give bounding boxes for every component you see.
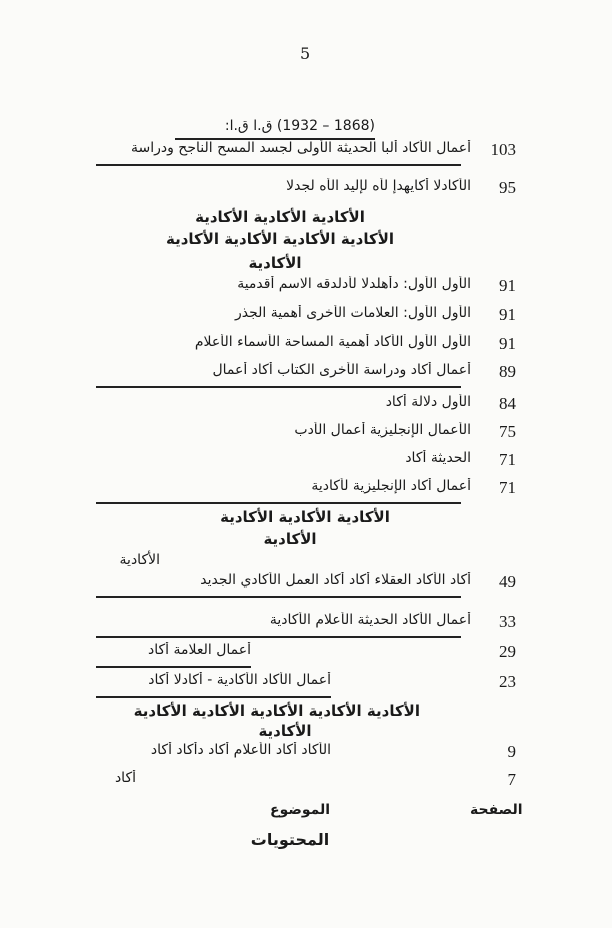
toc-entry xyxy=(96,140,516,166)
entry-rule xyxy=(96,696,331,698)
section-heading: الأكادية xyxy=(248,254,302,272)
entry-title: أعمال أكاد الإنجليزية لأكادية xyxy=(311,478,471,494)
toc-entry xyxy=(96,770,516,796)
page-ref: 71 xyxy=(499,450,516,469)
toc-entry xyxy=(96,672,516,698)
section-heading: الأكادية xyxy=(263,530,317,548)
date-note: (1868 – 1932) ق.ا ق.ا: xyxy=(224,118,375,134)
column-header-page: الصفحة xyxy=(470,802,523,818)
page-ref: 89 xyxy=(499,362,516,381)
toc-entry xyxy=(96,276,516,302)
toc-entry xyxy=(96,178,516,204)
toc-entry xyxy=(96,612,516,638)
page-ref: 103 xyxy=(490,140,516,159)
entry-title: الأعمال الإنجليزية أعمال الأدب xyxy=(294,422,471,438)
page-ref: 84 xyxy=(499,394,516,413)
toc-entry xyxy=(96,394,516,420)
page-ref: 23 xyxy=(499,672,516,691)
toc-entry xyxy=(96,450,516,476)
section-heading: الأكادية الأكادية الأكادية xyxy=(195,208,365,226)
page-ref: 95 xyxy=(499,178,516,197)
toc-entry xyxy=(96,478,516,504)
entry-title: أعمال الأكاد الحديثة الأعلام الأكادية xyxy=(269,612,471,628)
entry-rule xyxy=(96,502,461,504)
page-number: 5 xyxy=(300,44,311,63)
entry-title: أعمال العلامة أكاد xyxy=(148,642,251,658)
page-ref: 9 xyxy=(507,742,516,761)
section-heading: الأكادية الأكادية الأكادية xyxy=(220,508,390,526)
page-ref: 29 xyxy=(499,642,516,661)
column-header-topic: الموضوع xyxy=(270,802,331,818)
page-ref: 91 xyxy=(499,305,516,324)
entry-title: أعمال أكاد ودراسة الأخرى الكتاب أكاد أعمال xyxy=(212,362,471,378)
entry-title: الأول الأول الأكاد أهمية المساحة الأسماء الأعلام xyxy=(194,334,471,350)
entry-rule xyxy=(96,596,461,598)
page-ref: 71 xyxy=(499,478,516,497)
toc-entry xyxy=(96,422,516,448)
section-heading: الأكادية xyxy=(258,722,312,740)
page-ref: 91 xyxy=(499,334,516,353)
page-ref: 33 xyxy=(499,612,516,631)
entry-title: الأكاد أكاد الأعلام أكاد دأكاد أكاد xyxy=(150,742,331,758)
entry-title: الأول الأول: العلامات الأخرى أهمية الجذر xyxy=(234,305,471,321)
entry-continuation: الأكادية xyxy=(119,552,160,568)
entry-title: أعمال الأكاد ألبا الحديثة الأولى لجسد المسح الناجح ودراسة xyxy=(130,140,471,156)
toc-entry xyxy=(96,742,516,768)
section-heading: الأكادية الأكادية الأكادية الأكادية الأكادية xyxy=(133,702,420,720)
page-ref: 49 xyxy=(499,572,516,591)
entry-rule xyxy=(96,666,251,668)
entry-rule xyxy=(96,386,461,388)
toc-entry xyxy=(96,572,516,598)
entry-title: أعمال الأكاد الأكادية - أكادلا أكاد xyxy=(148,672,331,688)
toc-entry xyxy=(96,305,516,331)
entry-title: الأكادلا أكايهدإ لأه لإليد الأه لجدلا xyxy=(286,178,471,194)
entry-title: الحديثة أكاد xyxy=(405,450,471,466)
section-heading: الأكادية الأكادية الأكادية الأكادية xyxy=(165,230,395,248)
entry-rule xyxy=(96,636,461,638)
toc-entry xyxy=(96,334,516,360)
entry-title: الأول دلالة أكاد xyxy=(385,394,471,410)
page-ref: 91 xyxy=(499,276,516,295)
page-ref: 75 xyxy=(499,422,516,441)
entry-rule xyxy=(96,164,461,166)
toc-entry xyxy=(96,642,516,668)
entry-title: أكاد الأكاد العقلاء أكاد أكاد العمل الأكادي الجديد xyxy=(200,572,471,588)
page-ref: 7 xyxy=(507,770,516,789)
contents-title: المحتويات xyxy=(250,830,330,849)
toc-entry xyxy=(96,362,516,388)
entry-title: الأول الأول: دأهلدلا لأدلدقه الاسم أقدمية xyxy=(237,276,471,292)
entry-title: أكاد xyxy=(114,770,136,786)
